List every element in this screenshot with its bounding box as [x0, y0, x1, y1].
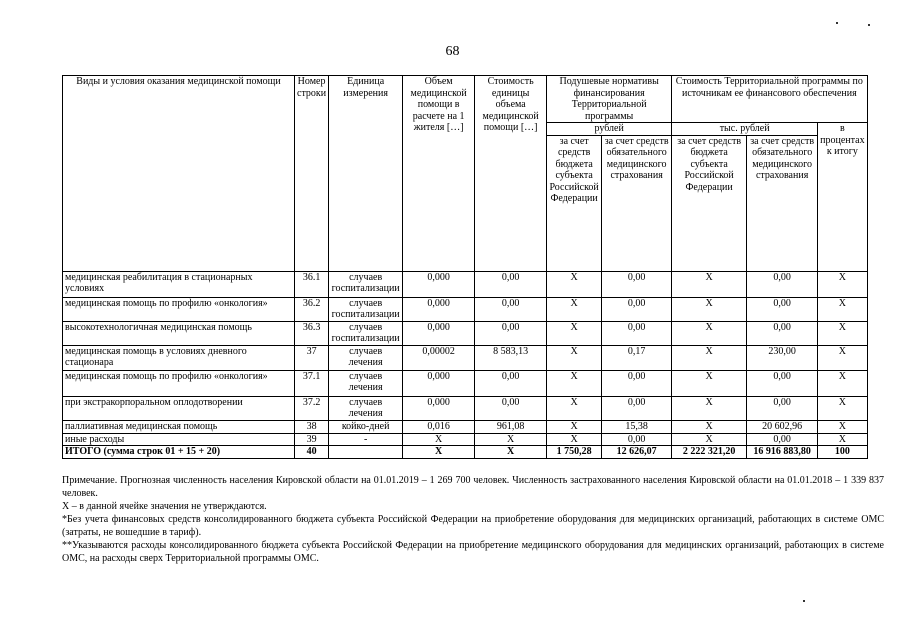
table-cell-cost: 0,00: [475, 396, 547, 420]
table-cell-c9: 0,00: [747, 321, 818, 345]
table-cell-c6: X: [547, 396, 602, 420]
table-cell-name: паллиативная медицинская помощь: [63, 420, 295, 433]
table-cell-name: медицинская реабилитация в стационарных условиях: [63, 271, 295, 297]
header-oms-thousand: за счет средств обязательного медицинского страхования: [747, 135, 818, 271]
table-row: [63, 396, 868, 420]
header-cost: Стоимость единицы объема медицинской помощи […]: [475, 76, 547, 272]
page-number: 68: [445, 44, 460, 59]
header-row-number: Номер строки: [295, 76, 329, 272]
table-cell-cost: 8 583,13: [475, 345, 547, 370]
table-cell-unit: -: [329, 433, 403, 446]
table-cell-vol: 0,000: [403, 271, 475, 297]
total-cell-c9: 16 916 883,80: [747, 446, 818, 459]
table-cell-c7: 0,00: [602, 433, 672, 446]
total-cell-c10: 100: [818, 446, 867, 459]
table-cell-num: 38: [295, 420, 329, 433]
table-cell-c7: 0,00: [602, 370, 672, 396]
table-row: [63, 345, 868, 370]
header-program-cost: Стоимость Территориальной программы по источникам ее финансового обеспечения: [672, 76, 867, 123]
total-cell-c7: 12 626,07: [602, 446, 672, 459]
table-cell-c8: X: [672, 321, 747, 345]
table-cell-num: 36.1: [295, 271, 329, 297]
table-cell-name: иные расходы: [63, 433, 295, 446]
table-cell-vol: 0,016: [403, 420, 475, 433]
note-footnote-1: *Без учета финансовых средств консолидированного бюджета субъекта Российской Федерации на приобретение оборудования для медицинских организаций, работающих в системе ОМС (затраты, не вошедшие в тариф).: [62, 514, 884, 538]
table-cell-c6: X: [547, 420, 602, 433]
total-cell-name: ИТОГО (сумма строк 01 + 15 + 20): [63, 446, 295, 459]
table-cell-num: 37.2: [295, 396, 329, 420]
header-unit-thousand: тыс. рублей: [672, 123, 818, 136]
header-oms-rub: за счет средств обязательного медицинского страхования: [602, 135, 672, 271]
header-kind: Виды и условия оказания медицинской помощи: [63, 76, 295, 272]
header-per-capita: Подушевые нормативы финансирования Территориальной программы: [547, 76, 672, 123]
table-cell-c10: X: [818, 396, 867, 420]
table-cell-name: медицинская помощь по профилю «онкология»: [63, 370, 295, 396]
table-cell-num: 36.3: [295, 321, 329, 345]
table-row: [63, 433, 868, 446]
table-cell-cost: 0,00: [475, 370, 547, 396]
table-row: [63, 297, 868, 321]
table-row: [63, 420, 868, 433]
total-cell-c6: 1 750,28: [547, 446, 602, 459]
header-volume: Объем медицинской помощи в расчете на 1 жителя […]: [403, 76, 475, 272]
note-footnote-2: **Указываются расходы консолидированного бюджета субъекта Российской Федерации на приобретение медицинского оборудования для медицинских организаций, работающих в системе ОМС, на расходы сверх Территориальной программы ОМС.: [62, 540, 884, 564]
financing-table: [62, 75, 868, 459]
table-cell-cost: X: [475, 433, 547, 446]
total-row: [63, 446, 868, 459]
table-row: [63, 321, 868, 345]
table-cell-c8: X: [672, 271, 747, 297]
table-cell-vol: 0,000: [403, 321, 475, 345]
table-cell-name: при экстракорпоральном оплодотворении: [63, 396, 295, 420]
table-cell-c8: X: [672, 345, 747, 370]
table-cell-c9: 230,00: [747, 345, 818, 370]
table-cell-c10: X: [818, 297, 867, 321]
table-cell-cost: 961,08: [475, 420, 547, 433]
header-budget-thousand: за счет средств бюджета субъекта Российской Федерации: [672, 135, 747, 271]
note-x: X – в данной ячейке значения не утверждаются.: [62, 501, 267, 512]
table-cell-c8: X: [672, 420, 747, 433]
header-unit: Единица измерения: [329, 76, 403, 272]
total-cell-vol: X: [403, 446, 475, 459]
table-cell-vol: 0,00002: [403, 345, 475, 370]
table-cell-c6: X: [547, 321, 602, 345]
table-cell-name: высокотехнологичная медицинская помощь: [63, 321, 295, 345]
table-cell-c10: X: [818, 271, 867, 297]
table-row: [63, 370, 868, 396]
table-cell-cost: 0,00: [475, 271, 547, 297]
table-cell-unit: койко-дней: [329, 420, 403, 433]
table-cell-c9: 0,00: [747, 297, 818, 321]
table-cell-cost: 0,00: [475, 297, 547, 321]
table-cell-c6: X: [547, 271, 602, 297]
header-percent: в процентах к итогу: [818, 123, 867, 272]
table-cell-unit: случаев госпитализации: [329, 297, 403, 321]
table-cell-unit: случаев госпитализации: [329, 321, 403, 345]
table-cell-c6: X: [547, 370, 602, 396]
table-cell-vol: 0,000: [403, 396, 475, 420]
table-cell-c10: X: [818, 433, 867, 446]
table-cell-c8: X: [672, 396, 747, 420]
header-unit-rub: рублей: [547, 123, 672, 136]
table-cell-c10: X: [818, 321, 867, 345]
table-cell-c9: 20 602,96: [747, 420, 818, 433]
table-cell-c10: X: [818, 370, 867, 396]
table-cell-c6: X: [547, 433, 602, 446]
table-cell-c8: X: [672, 433, 747, 446]
table-cell-c7: 15,38: [602, 420, 672, 433]
table-cell-c10: X: [818, 345, 867, 370]
total-cell-unit: [329, 446, 403, 459]
table-cell-c9: 0,00: [747, 271, 818, 297]
total-cell-c8: 2 222 321,20: [672, 446, 747, 459]
table-cell-num: 36.2: [295, 297, 329, 321]
table-cell-c7: 0,00: [602, 396, 672, 420]
table-cell-name: медицинская помощь в условиях дневного стационара: [63, 345, 295, 370]
total-cell-cost: X: [475, 446, 547, 459]
table-cell-vol: 0,000: [403, 370, 475, 396]
table-cell-c8: X: [672, 297, 747, 321]
total-cell-num: 40: [295, 446, 329, 459]
table-cell-cost: 0,00: [475, 321, 547, 345]
table-cell-unit: случаев лечения: [329, 370, 403, 396]
table-cell-vol: X: [403, 433, 475, 446]
scan-speck: [868, 24, 870, 26]
table-cell-unit: случаев лечения: [329, 396, 403, 420]
table-cell-c7: 0,00: [602, 271, 672, 297]
table-cell-c6: X: [547, 345, 602, 370]
scan-speck: [803, 600, 805, 602]
table-cell-c6: X: [547, 297, 602, 321]
header-budget-rub: за счет средств бюджета субъекта Российской Федерации: [547, 135, 602, 271]
table-cell-c7: 0,00: [602, 297, 672, 321]
table-cell-c9: 0,00: [747, 433, 818, 446]
table-cell-num: 37: [295, 345, 329, 370]
table-cell-c10: X: [818, 420, 867, 433]
table-cell-unit: случаев госпитализации: [329, 271, 403, 297]
table-cell-c7: 0,17: [602, 345, 672, 370]
table-cell-c9: 0,00: [747, 396, 818, 420]
notes: [62, 474, 884, 565]
table-cell-num: 37.1: [295, 370, 329, 396]
note-population: Примечание. Прогнозная численность населения Кировской области на 01.01.2019 – 1 269 700 человек. Численность застрахованного населения Кировской области на 01.01.2018 – 1 339 837 человек.: [62, 475, 884, 499]
table-cell-c7: 0,00: [602, 321, 672, 345]
table-cell-unit: случаев лечения: [329, 345, 403, 370]
table-row: [63, 271, 868, 297]
table-cell-c8: X: [672, 370, 747, 396]
table-cell-name: медицинская помощь по профилю «онкология»: [63, 297, 295, 321]
table-cell-vol: 0,000: [403, 297, 475, 321]
table-cell-num: 39: [295, 433, 329, 446]
table-cell-c9: 0,00: [747, 370, 818, 396]
scan-speck: [836, 22, 838, 24]
